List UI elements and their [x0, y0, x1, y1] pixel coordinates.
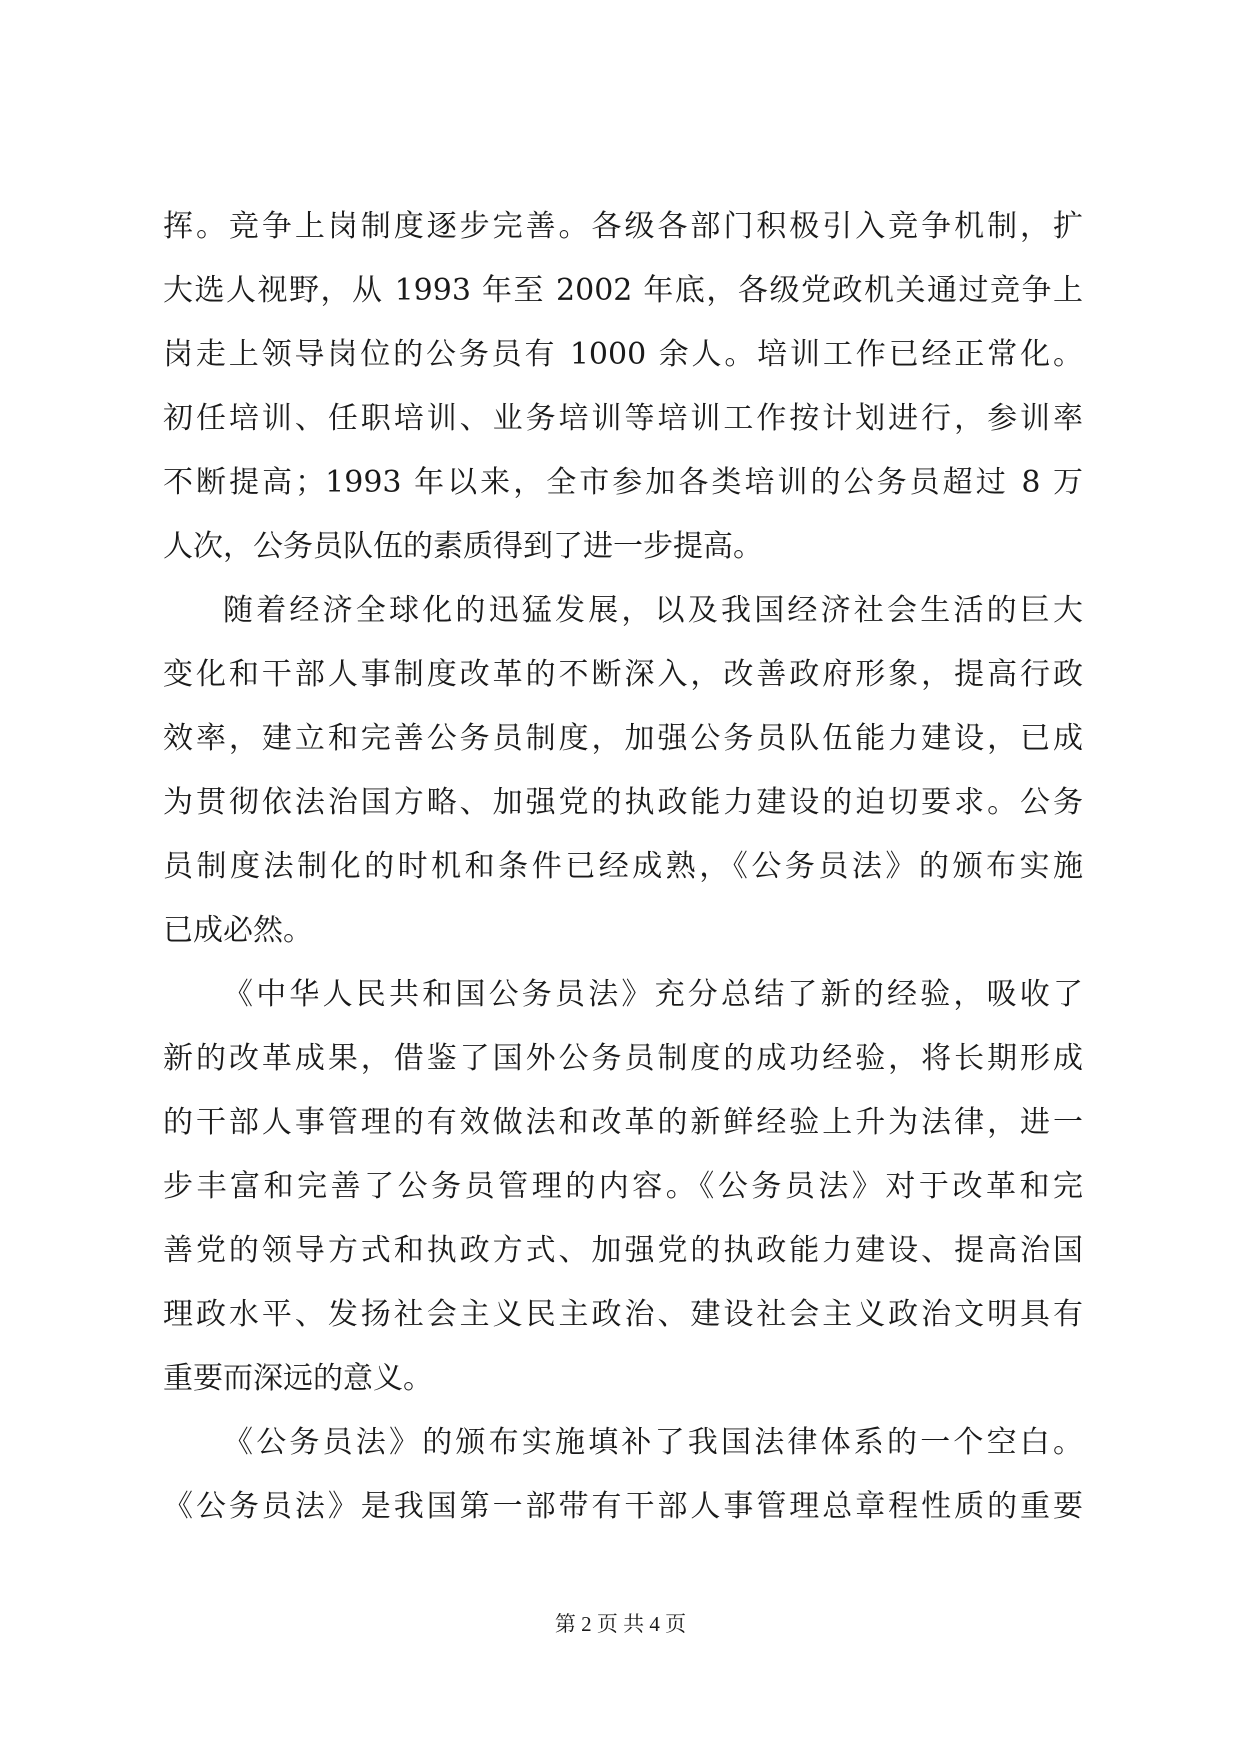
text-line: 《公务员法》的颁布实施填补了我国法律体系的一个空白。	[223, 1425, 1083, 1460]
text-line: 大选人视野，从 1993 年至 2002 年底，各级党政机关通过竞争上	[163, 273, 1083, 308]
text-line: 效率，建立和完善公务员制度，加强公务员队伍能力建设，已成	[163, 721, 1083, 756]
text-line: 《公务员法》是我国第一部带有干部人事管理总章程性质的重要	[163, 1489, 1083, 1524]
page-number-footer: 第 2 页 共 4 页	[554, 1612, 687, 1636]
text-line: 重要而深远的意义。	[163, 1361, 433, 1396]
text-line: 为贯彻依法治国方略、加强党的执政能力建设的迫切要求。公务	[163, 785, 1083, 820]
text-line: 《中华人民共和国公务员法》充分总结了新的经验，吸收了	[223, 977, 1083, 1012]
text-line: 人次，公务员队伍的素质得到了进一步提高。	[163, 529, 763, 564]
text-line: 不断提高；1993 年以来，全市参加各类培训的公务员超过 8 万	[163, 465, 1083, 500]
text-line: 善党的领导方式和执政方式、加强党的执政能力建设、提高治国	[163, 1233, 1083, 1268]
text-line: 挥。竞争上岗制度逐步完善。各级各部门积极引入竞争机制，扩	[163, 209, 1083, 244]
text-line: 步丰富和完善了公务员管理的内容。《公务员法》对于改革和完	[163, 1169, 1083, 1204]
text-line: 岗走上领导岗位的公务员有 1000 余人。培训工作已经正常化。	[163, 337, 1083, 372]
text-line: 随着经济全球化的迅猛发展，以及我国经济社会生活的巨大	[223, 593, 1083, 628]
text-line: 员制度法制化的时机和条件已经成熟，《公务员法》的颁布实施	[163, 849, 1083, 884]
body-text	[163, 195, 1083, 1539]
text-line: 变化和干部人事制度改革的不断深入，改善政府形象，提高行政	[163, 657, 1083, 692]
text-line: 的干部人事管理的有效做法和改革的新鲜经验上升为法律，进一	[163, 1105, 1083, 1140]
text-line: 初任培训、任职培训、业务培训等培训工作按计划进行，参训率	[163, 401, 1083, 436]
text-line: 理政水平、发扬社会主义民主政治、建设社会主义政治文明具有	[163, 1297, 1083, 1332]
text-line: 新的改革成果，借鉴了国外公务员制度的成功经验，将长期形成	[163, 1041, 1083, 1076]
text-line: 已成必然。	[163, 913, 313, 948]
